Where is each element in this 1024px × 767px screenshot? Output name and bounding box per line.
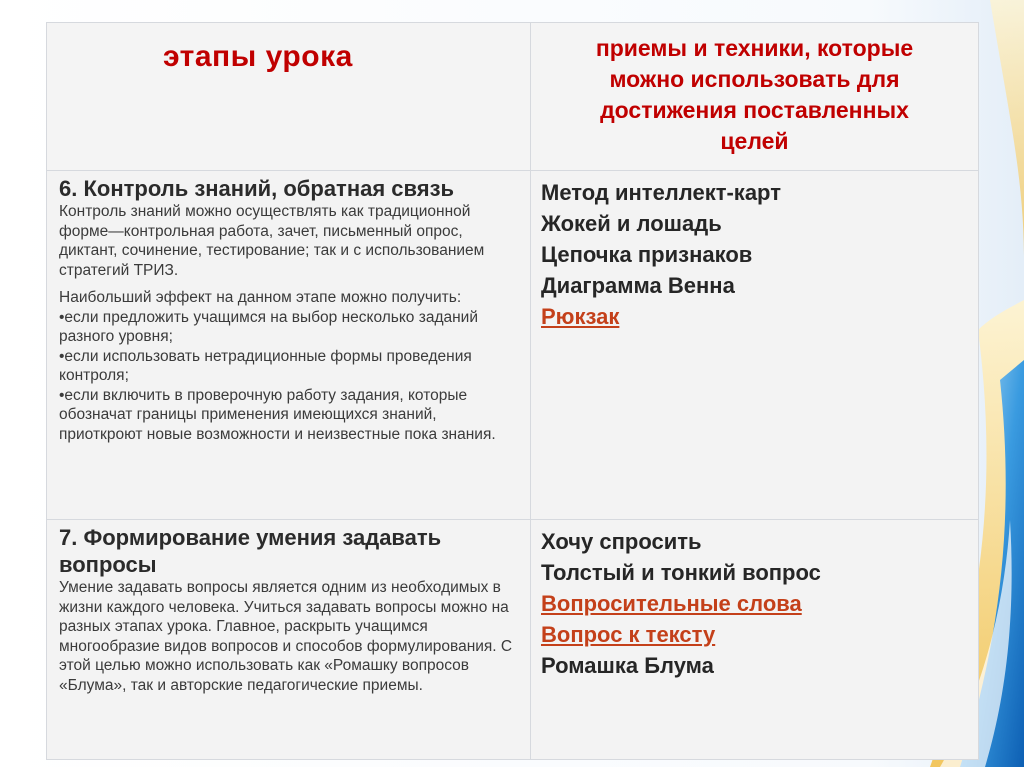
technique-item: Хочу спросить (541, 529, 702, 554)
header-techniques-line: целей (720, 128, 789, 154)
techniques-list (531, 520, 978, 681)
table-row (47, 520, 979, 760)
stage-bullet: •если включить в проверочную работу задания, которые обозначат границы применения имеющихся знаний, приоткроют новые возможности и неизвестные пока знания. (59, 386, 496, 443)
technique-link[interactable]: Вопрос к тексту (541, 622, 716, 647)
stage-title: 6. Контроль знаний, обратная связь (59, 176, 455, 201)
stage-cell (47, 171, 531, 520)
techniques-cell (531, 171, 979, 520)
stage-paragraph: Контроль знаний можно осуществлять как традиционной форме—контрольная работа, зачет, письменный опрос, диктант, сочинение, тестирование; так и с использованием стратегий ТРИЗ. (59, 203, 485, 279)
lesson-stages-table (46, 22, 979, 760)
header-cell-stages (47, 23, 531, 171)
header-techniques-line: можно использовать для (609, 66, 900, 92)
technique-item: Метод интеллект-карт (541, 180, 781, 205)
technique-item: Цепочка признаков (541, 242, 753, 267)
header-techniques-title (531, 23, 978, 157)
table-header-row (47, 23, 979, 171)
table-row (47, 171, 979, 520)
header-techniques-line: достижения поставленных (600, 97, 909, 123)
technique-item: Толстый и тонкий вопрос (541, 560, 821, 585)
stage-title: 7. Формирование умения задавать вопросы (59, 525, 442, 577)
header-techniques-line: приемы и техники, которые (595, 35, 914, 61)
header-cell-techniques (531, 23, 979, 171)
stage-description (47, 578, 530, 695)
stage-bullet: •если использовать нетрадиционные формы проведения контроля; (59, 347, 472, 384)
techniques-list (531, 171, 978, 332)
stage-description (47, 202, 530, 444)
stage-bullet: •если предложить учащимся на выбор несколько заданий разного уровня; (59, 308, 478, 345)
technique-item: Диаграмма Венна (541, 273, 735, 298)
techniques-cell (531, 520, 979, 760)
technique-link[interactable]: Рюкзак (541, 304, 620, 329)
technique-item: Ромашка Блума (541, 653, 714, 678)
technique-link[interactable]: Вопросительные слова (541, 591, 802, 616)
stage-cell (47, 520, 531, 760)
header-stages-title: этапы урока (163, 40, 353, 73)
technique-item: Жокей и лошадь (541, 211, 722, 236)
stage-paragraph: Наибольший эффект на данном этапе можно получить: (59, 289, 462, 306)
stage-paragraph: Умение задавать вопросы является одним из необходимых в жизни каждого человека. Учиться задавать вопросы можно на разных этапах урока. Главное, раскрыть учащимся многообразие видов вопросов и способов формулирования. С этой целью можно использовать как «Ромашку вопросов «Блума», так и авторские педагогические приемы. (59, 579, 513, 694)
